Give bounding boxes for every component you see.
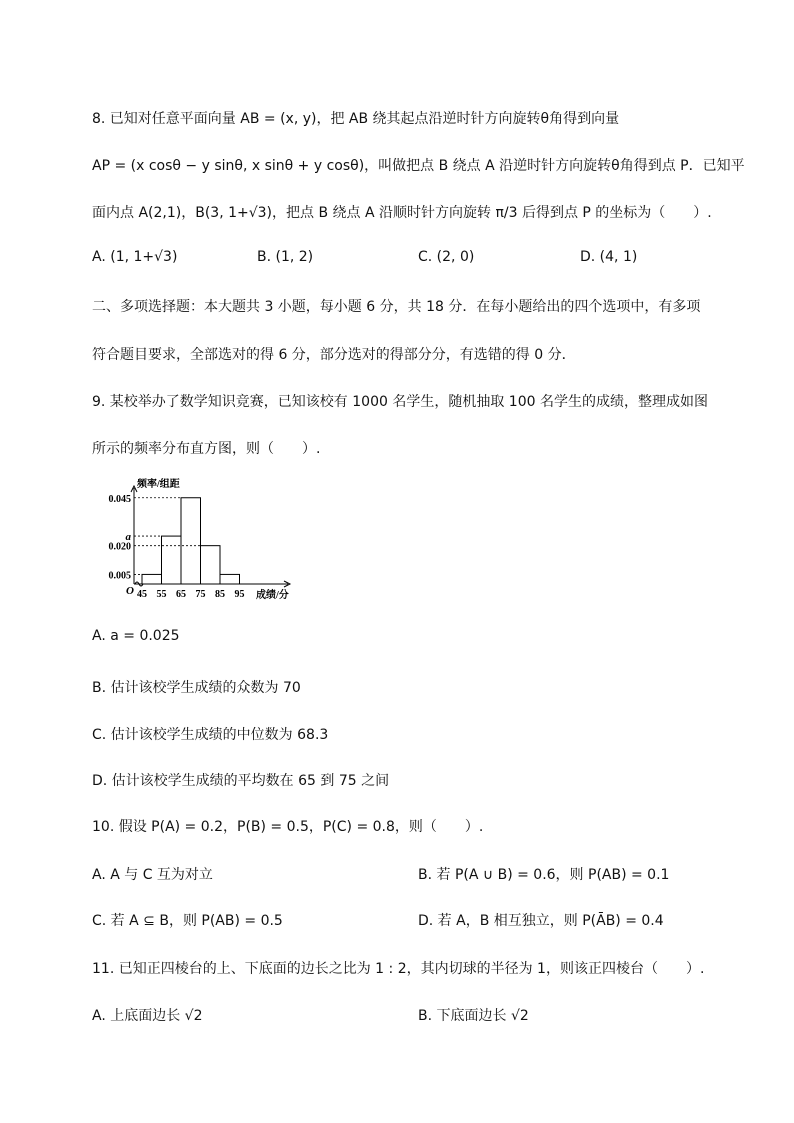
y-tick-label: 0.045 bbox=[108, 493, 131, 505]
histogram-bar bbox=[181, 498, 201, 584]
q8-option-d: D. (4, 1) bbox=[580, 249, 638, 265]
q11-option-b: B. 下底面边长 √2 bbox=[418, 1008, 529, 1024]
histogram-bar bbox=[201, 546, 221, 584]
q11-option-a: A. 上底面边长 √2 bbox=[92, 1008, 203, 1024]
frequency-histogram bbox=[96, 478, 296, 608]
x-axis-title: 成绩/分 bbox=[256, 590, 289, 601]
section-2-intro-line-1: 二、多项选择题：本大题共 3 小题，每小题 6 分，共 18 分．在每小题给出的四个选项中，有多项 bbox=[92, 299, 701, 315]
q10-option-c: C. 若 A ⊆ B，则 P(AB) = 0.5 bbox=[92, 913, 283, 929]
q8-option-a: A. (1, 1+√3) bbox=[92, 249, 178, 265]
q8-option-b: B. (1, 2) bbox=[257, 249, 314, 265]
q8-line-2: AP = (x cosθ − y sinθ, x sinθ + y cosθ)，叫做把点 B 绕点 A 沿逆时针方向旋转θ角得到点 P．已知平 bbox=[92, 158, 745, 174]
origin-label: O bbox=[126, 585, 134, 597]
x-tick-label: 55 bbox=[156, 589, 167, 600]
section-2-intro-line-2: 符合题目要求，全部选对的得 6 分，部分选对的得部分分，有选错的得 0 分． bbox=[92, 347, 576, 363]
q8-line-3: 面内点 A(2,1)，B(3, 1+√3)，把点 B 绕点 A 沿顺时针方向旋转 π/3 后得到点 P 的坐标为（ ）. bbox=[92, 205, 712, 221]
x-tick-label: 95 bbox=[234, 589, 245, 600]
q9-option-c: C. 估计该校学生成绩的中位数为 68.3 bbox=[92, 727, 329, 743]
x-tick-label: 75 bbox=[195, 589, 206, 600]
x-tick-label: 65 bbox=[176, 589, 186, 600]
q9-option-b: B. 估计该校学生成绩的众数为 70 bbox=[92, 680, 301, 696]
histogram-bar bbox=[142, 574, 162, 584]
y-tick-label: a bbox=[125, 531, 131, 544]
q8-option-c: C. (2, 0) bbox=[418, 249, 475, 265]
q9-line-2: 所示的频率分布直方图，则（ ）. bbox=[92, 441, 321, 457]
y-axis-title: 频率/组距 bbox=[137, 479, 180, 490]
histogram-bar bbox=[220, 574, 240, 584]
y-tick-label: 0.005 bbox=[108, 570, 131, 582]
q9-option-d: D. 估计该校学生成绩的平均数在 65 到 75 之间 bbox=[92, 773, 390, 789]
q9-line-1: 9. 某校举办了数学知识竞赛，已知该校有 1000 名学生，随机抽取 100 名学生的成绩，整理成如图 bbox=[92, 394, 708, 410]
q10-option-a: A. A 与 C 互为对立 bbox=[92, 867, 213, 883]
histogram-bar bbox=[162, 536, 182, 584]
q10-option-d: D. 若 A，B 相互独立，则 P(ĀB) = 0.4 bbox=[418, 913, 664, 929]
q10-stem: 10. 假设 P(A) = 0.2，P(B) = 0.5，P(C) = 0.8，则（ ）. bbox=[92, 819, 484, 835]
q10-option-b: B. 若 P(A ∪ B) = 0.6，则 P(AB) = 0.1 bbox=[418, 867, 670, 883]
y-tick-label: 0.020 bbox=[108, 541, 131, 553]
x-tick-label: 85 bbox=[215, 589, 225, 600]
x-tick-label: 45 bbox=[137, 589, 147, 600]
q9-option-a: A. a = 0.025 bbox=[92, 628, 180, 644]
q8-line-1: 8. 已知对任意平面向量 AB = (x, y)，把 AB 绕其起点沿逆时针方向旋转θ角得到向量 bbox=[92, 111, 620, 127]
q11-stem: 11. 已知正四棱台的上、下底面的边长之比为 1 : 2，其内切球的半径为 1，则该正四棱台（ ）. bbox=[92, 961, 705, 977]
